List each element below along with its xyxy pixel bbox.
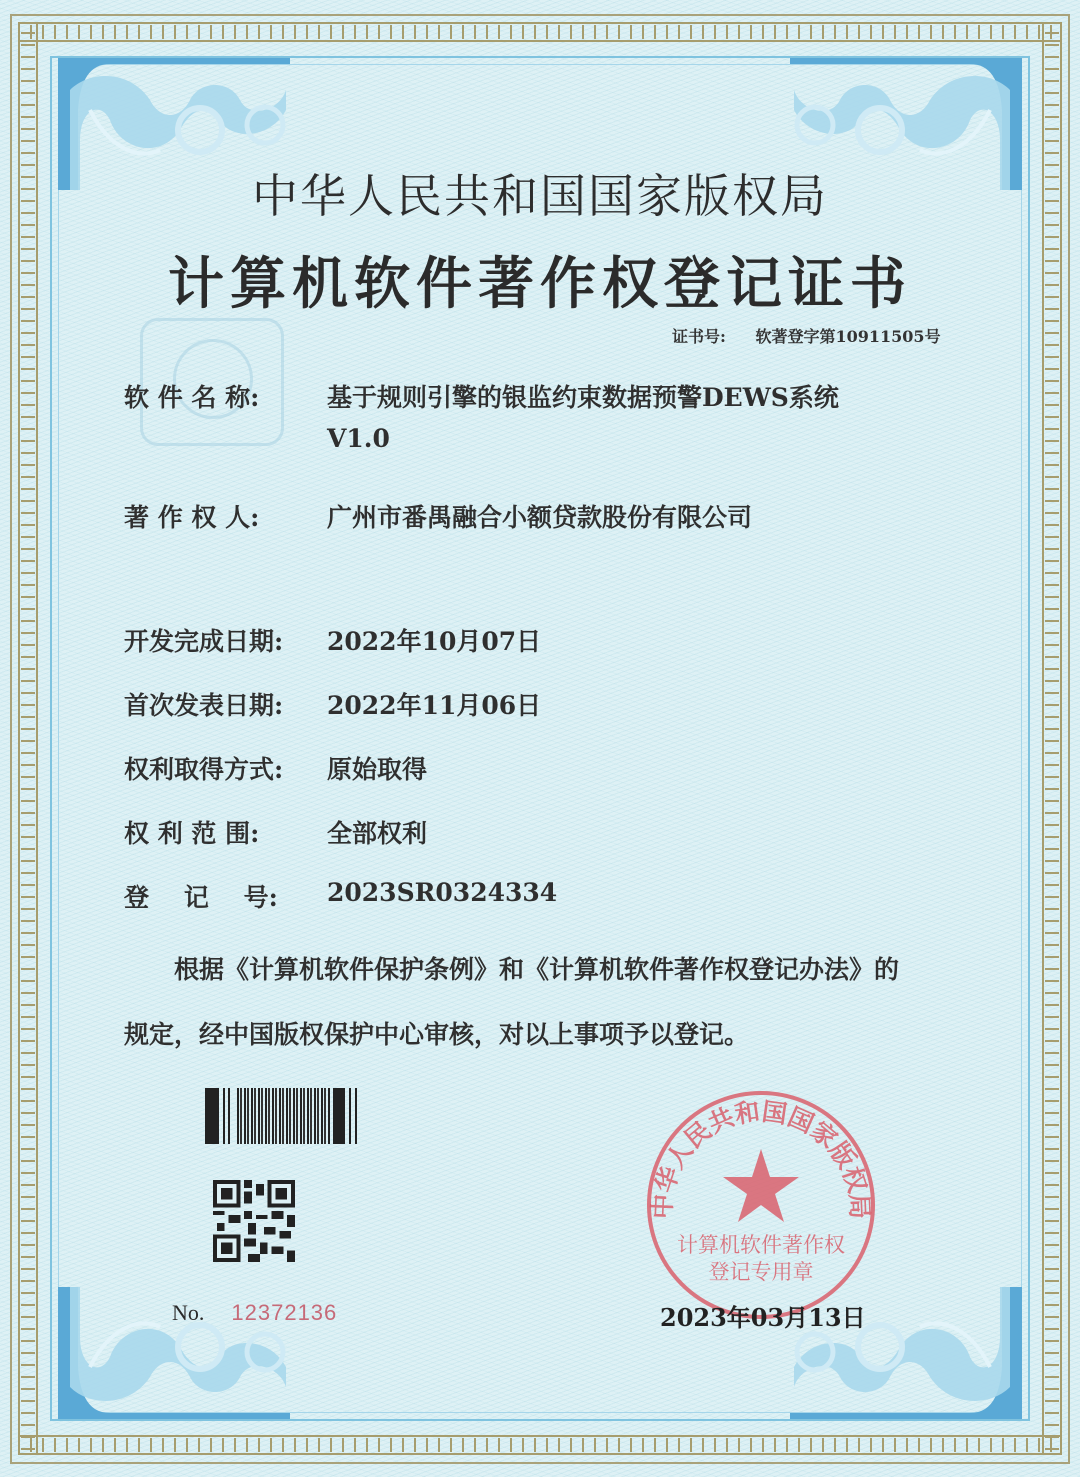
field-label: 软 件 名 称:	[124, 383, 260, 412]
greek-key-border-bottom	[18, 1435, 1062, 1455]
field-label: 首次发表日期:	[124, 691, 284, 720]
serial-value: 12372136	[231, 1300, 338, 1325]
official-seal	[643, 1087, 879, 1323]
field-label: 著 作 权 人:	[124, 503, 260, 532]
seal-inner-line-1: 计算机软件著作权	[677, 1233, 845, 1257]
field-value: 2022年11月06日	[327, 691, 542, 720]
certificate-title: 计算机软件著作权登记证书	[168, 251, 912, 317]
barcode-data-area	[237, 1088, 330, 1144]
serial-label: No.	[172, 1300, 205, 1325]
greek-key-border-top	[18, 22, 1062, 42]
field-label: 权 利 范 围:	[124, 819, 260, 848]
certificate-number	[672, 324, 941, 347]
greek-key-border-left	[18, 22, 38, 1455]
field-value: 全部权利	[327, 819, 428, 848]
field-copyright-owner	[124, 498, 752, 534]
field-value: 2023SR0324334	[327, 878, 558, 907]
field-acquisition-method	[124, 750, 427, 786]
serial-number	[172, 1300, 337, 1326]
certificate-number-label: 证书号:	[672, 327, 726, 346]
field-rights-scope	[124, 814, 427, 850]
greek-key-border-right	[1042, 22, 1062, 1455]
field-value-version: V1.0	[327, 424, 390, 453]
issuer-heading: 中华人民共和国国家版权局	[252, 169, 828, 223]
field-label: 登 记 号:	[124, 883, 278, 912]
field-software-name	[124, 378, 839, 453]
field-label: 权利取得方式:	[124, 755, 284, 784]
statement-line-1: 根据《计算机软件保护条例》和《计算机软件著作权登记办法》的	[174, 955, 900, 984]
field-first-publication-date	[124, 686, 541, 722]
certificate-number-value: 软著登字第10911505号	[755, 327, 941, 346]
seal-star-icon	[643, 1087, 879, 1323]
field-value: 广州市番禺融合小额贷款股份有限公司	[327, 503, 753, 532]
field-development-date	[124, 622, 541, 658]
statement-line-2: 规定，经中国版权保护中心审核，对以上事项予以登记。	[124, 1020, 750, 1049]
seal-outer-text: 中华人民共和国国家版权局	[647, 1096, 875, 1220]
field-value: 原始取得	[327, 755, 428, 784]
field-registration-number	[124, 878, 557, 914]
field-value: 基于规则引擎的银监约束数据预警DEWS系统	[327, 383, 839, 412]
issue-date: 2023年03月13日	[660, 1303, 866, 1332]
field-value: 2022年10月07日	[327, 627, 542, 656]
field-label: 开发完成日期:	[124, 627, 284, 656]
qr-code-icon	[213, 1180, 295, 1262]
seal-inner-line-2: 登记专用章	[708, 1260, 814, 1284]
